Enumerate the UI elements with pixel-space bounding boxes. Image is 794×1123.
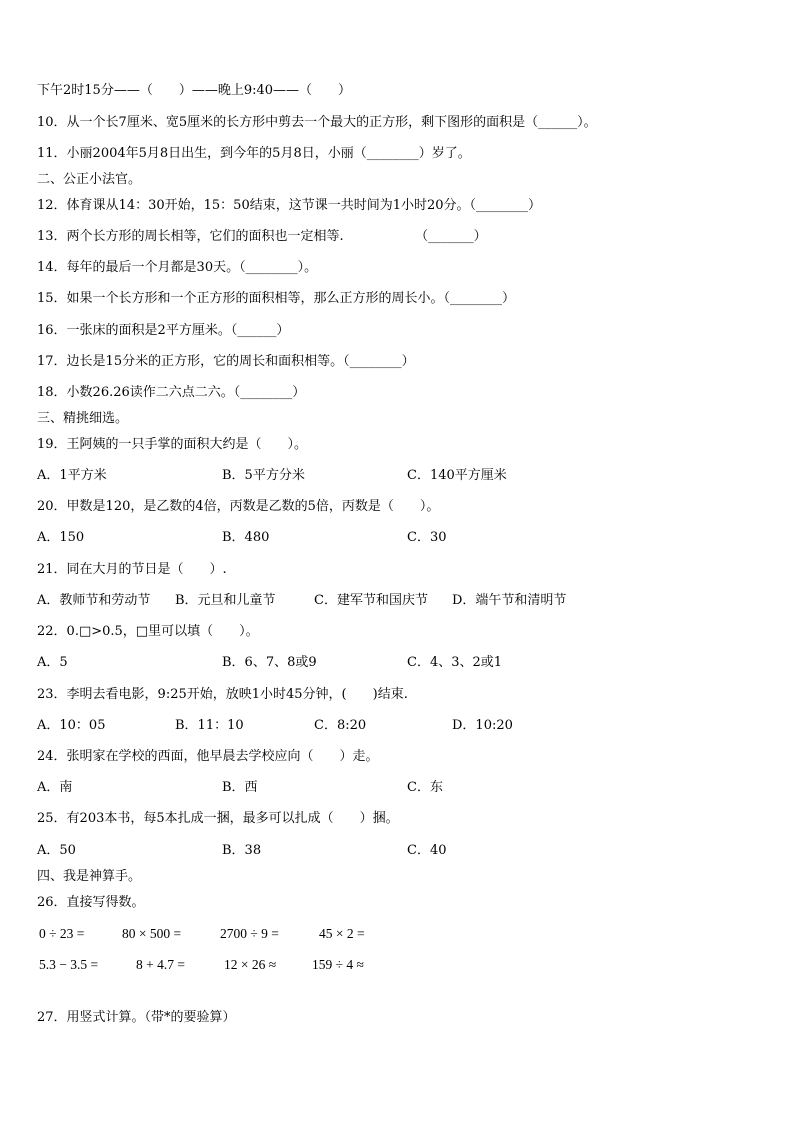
q24-option-a: A．南: [37, 780, 73, 795]
calc-r1-c3: 2700 ÷ 9 =: [220, 926, 279, 941]
question-16: 16．一张床的面积是2平方厘米。（______）: [37, 323, 290, 338]
q23-option-c: C．8:20: [314, 718, 367, 733]
q24-option-b: B．西: [222, 780, 258, 795]
question-17: 17．边长是15分米的正方形，它的周长和面积相等。（________）: [37, 354, 415, 369]
question-23: 23．李明去看电影，9:25开始，放映1小时45分钟，( )结束.: [37, 687, 408, 702]
question-22: 22．0.□>0.5，□里可以填（ ）。: [37, 624, 259, 639]
q21-option-b: B．元旦和儿童节: [175, 593, 276, 608]
section-4-heading: 四、我是神算手。: [37, 869, 142, 884]
q24-option-c: C．东: [407, 780, 443, 795]
q25-option-c: C．40: [407, 843, 447, 858]
q21-option-c: C．建军节和国庆节: [314, 593, 428, 608]
calc-r2-c1: 5.3 − 3.5 =: [39, 957, 99, 972]
q21-option-d: D．端午节和清明节: [452, 593, 567, 608]
section-3-heading: 三、精挑细选。: [37, 411, 129, 426]
question-21: 21．同在大月的节日是（ ）.: [37, 562, 227, 577]
question-24: 24．张明家在学校的西面，他早晨去学校应向（ ）走。: [37, 749, 379, 764]
question-20: 20．甲数是120，是乙数的4倍，丙数是乙数的5倍，丙数是（ ）。: [37, 499, 440, 514]
q20-option-b: B．480: [222, 530, 270, 545]
question-25: 25．有203本书，每5本扎成一捆，最多可以扎成（ ）捆。: [37, 811, 399, 826]
question-10: 10．从一个长7厘米、宽5厘米的长方形中剪去一个最大的正方形，剩下图形的面积是（______）。: [37, 115, 597, 130]
time-sequence-line: 下午2时15分——（ ）——晚上9:40——（ ）: [37, 83, 352, 98]
q19-option-a: A．1平方米: [37, 468, 107, 483]
q21-option-a: A．教师节和劳动节: [37, 593, 151, 608]
q25-option-b: B．38: [222, 843, 262, 858]
question-11: 11．小丽2004年5月8日出生，到今年的5月8日，小丽（________）岁了。: [37, 146, 471, 161]
q25-option-a: A．50: [37, 843, 76, 858]
q23-option-a: A．10：05: [37, 718, 106, 733]
question-26: 26．直接写得数。: [37, 895, 145, 910]
calc-r2-c2: 8 + 4.7 =: [136, 957, 185, 972]
question-12: 12．体育课从14：30开始，15：50结束，这节课一共时间为1小时20分。（________）: [37, 198, 542, 213]
calc-r1-c1: 0 ÷ 23 =: [39, 926, 85, 941]
q22-option-a: A．5: [37, 655, 68, 670]
q23-option-d: D．10:20: [452, 718, 513, 733]
question-19: 19．王阿姨的一只手掌的面积大约是（ ）。: [37, 437, 308, 452]
q22-option-b: B．6、7、8或9: [222, 655, 317, 670]
question-27: 27．用竖式计算。（带*的要验算）: [37, 1010, 236, 1025]
q22-option-c: C．4、3、2或1: [407, 655, 503, 670]
q19-option-b: B．5平方分米: [222, 468, 305, 483]
calc-r2-c3: 12 × 26 ≈: [224, 957, 277, 972]
q20-option-a: A．150: [37, 530, 85, 545]
question-13: 13．两个长方形的周长相等，它们的面积也一定相等. （_______）: [37, 229, 487, 244]
q19-option-c: C．140平方厘米: [407, 468, 507, 483]
question-14: 14．每年的最后一个月都是30天。（________）。: [37, 260, 318, 275]
q23-option-b: B．11：10: [175, 718, 244, 733]
question-18: 18．小数26.26读作二六点二六。（________）: [37, 385, 306, 400]
calc-r2-c4: 159 ÷ 4 ≈: [312, 957, 364, 972]
q20-option-c: C．30: [407, 530, 447, 545]
calc-r1-c4: 45 × 2 =: [319, 926, 365, 941]
question-15: 15．如果一个长方形和一个正方形的面积相等，那么正方形的周长小。（________）: [37, 291, 516, 306]
calc-r1-c2: 80 × 500 =: [122, 926, 182, 941]
section-2-heading: 二、公正小法官。: [37, 172, 142, 187]
